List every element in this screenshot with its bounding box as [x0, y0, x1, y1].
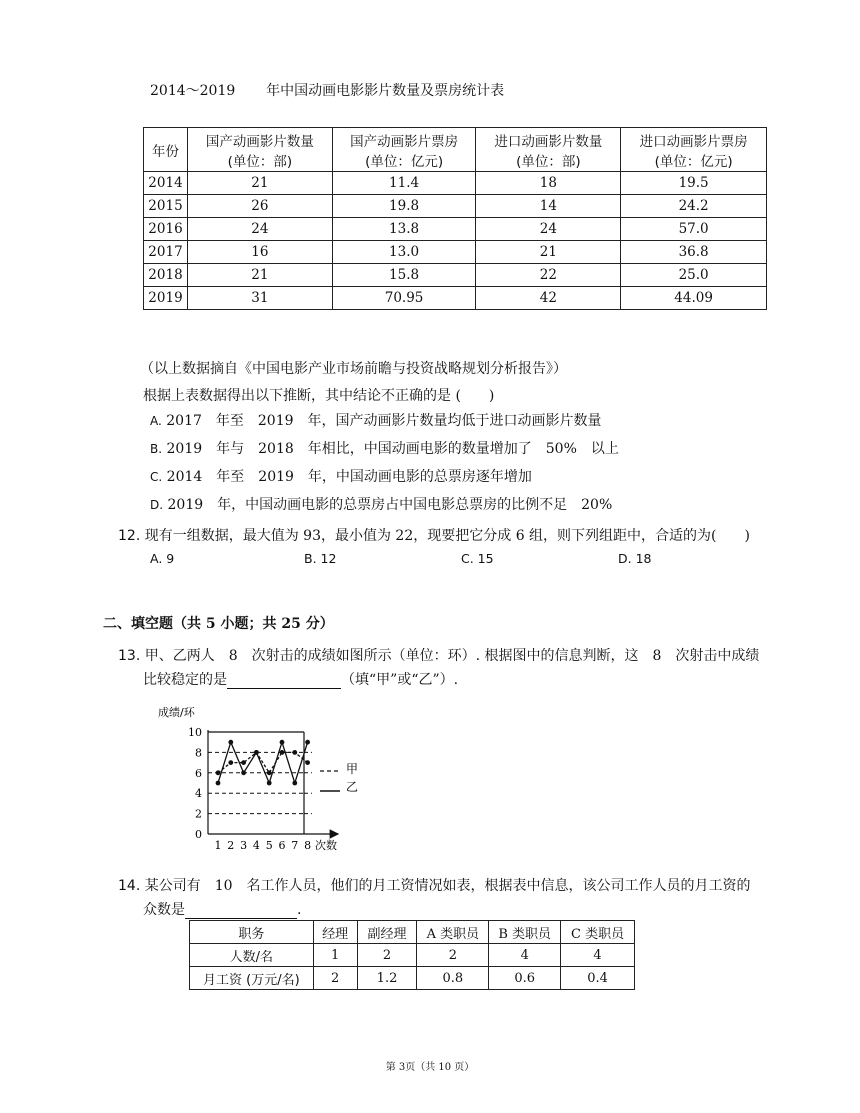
table-cell: 36.8: [621, 241, 767, 264]
table-row: [144, 218, 767, 241]
option-letter: D.: [150, 498, 164, 512]
table-cell: 22: [476, 264, 621, 287]
y-tick-label: 8: [195, 746, 202, 760]
table-cell: 57.0: [621, 218, 767, 241]
data-point: [228, 760, 233, 765]
table-row: [144, 172, 767, 195]
table-cell: 24.2: [621, 195, 767, 218]
y-tick-label: 2: [195, 807, 202, 821]
table-cell: 13.8: [332, 218, 476, 241]
table-cell: 2016: [144, 218, 188, 241]
option-text: 2017 年至 2019 年，国产动画影片数量均低于进口动画影片数量: [166, 413, 602, 429]
option-letter: A.: [150, 414, 162, 428]
table-cell: 19.5: [621, 172, 767, 195]
data-point: [241, 770, 246, 775]
q12-option-c[interactable]: C. 15: [461, 551, 494, 566]
salary-pay-row: [190, 967, 635, 990]
table-cell: 2018: [144, 264, 188, 287]
table-cell: 人数/名: [190, 944, 314, 967]
table-cell: 70.95: [332, 287, 476, 310]
header-import-count-l1: 进口动画影片数量: [494, 133, 603, 150]
header-import-boxoffice: [621, 128, 767, 172]
q14-text-post: .: [297, 902, 302, 918]
q14-number: 14.: [118, 878, 141, 894]
table-cell: 2015: [144, 195, 188, 218]
q13-line2: [143, 669, 458, 689]
table-cell: C 类职员: [561, 921, 635, 944]
header-domestic-boxoffice: [332, 128, 476, 172]
q14-text: 某公司有 10 名工作人员，他们的月工资情况如表，根据表中信息，该公司工作人员的月工资的: [144, 878, 751, 894]
table-cell: 14: [476, 195, 621, 218]
x-axis-label: 次数: [315, 839, 337, 852]
data-point: [305, 760, 310, 765]
table-title: [150, 80, 504, 100]
q11-option-a[interactable]: [150, 410, 602, 430]
q13-text: 甲、乙两人 8 次射击的成绩如图所示（单位：环）. 根据图中的信息判断，这 8 次射击中成绩: [144, 648, 760, 664]
table-cell: 经理: [313, 921, 357, 944]
q11-option-c[interactable]: [150, 466, 532, 486]
table-cell: 月工资 (万元/名): [190, 967, 314, 990]
data-point: [305, 740, 310, 745]
table-cell: 2019: [144, 287, 188, 310]
table-cell: A 类职员: [417, 921, 489, 944]
header-domestic-count-l1: 国产动画影片数量: [205, 133, 314, 150]
table-cell: 2: [357, 944, 417, 967]
table-cell: 21: [187, 264, 332, 287]
table-cell: 0.4: [561, 967, 635, 990]
q12-option-a[interactable]: A. 9: [150, 551, 175, 566]
table-cell: 1.2: [357, 967, 417, 990]
data-point: [280, 740, 285, 745]
section-heading: 二、填空题（共 5 小题；共 25 分）: [103, 616, 334, 632]
q12-option-b[interactable]: B. 12: [304, 551, 337, 566]
q11-option-b[interactable]: [150, 438, 619, 458]
table-cell: 24: [476, 218, 621, 241]
table-cell: B 类职员: [489, 921, 561, 944]
data-point: [292, 781, 297, 786]
table-title-text: 年中国动画电影影片数量及票房统计表: [266, 83, 505, 99]
salary-table: [189, 920, 635, 990]
q11-option-d[interactable]: [150, 494, 612, 514]
table-cell: 18: [476, 172, 621, 195]
table-cell: 11.4: [332, 172, 476, 195]
header-domestic-boxoffice-l2: (单位：亿元): [365, 153, 444, 170]
table-cell: 15.8: [332, 264, 476, 287]
option-text: 2014 年至 2019 年，中国动画电影的总票房逐年增加: [166, 469, 532, 485]
option-text: 2019 年与 2018 年相比，中国动画电影的数量增加了 50% 以上: [166, 441, 619, 457]
y-tick-label: 0: [195, 828, 202, 841]
q12-text: 现有一组数据，最大值为 93，最小值为 22，现要把它分成 6 组，则下列组距中，合适的为( ): [144, 528, 750, 544]
table-title-year: 2014～2019: [150, 83, 236, 99]
table-cell: 19.8: [332, 195, 476, 218]
table-cell: 2: [313, 967, 357, 990]
q14-line2: [143, 899, 301, 919]
option-letter: B.: [150, 442, 163, 456]
table-cell: 0.8: [417, 967, 489, 990]
x-tick-label: 3: [240, 839, 248, 852]
table-cell: 2017: [144, 241, 188, 264]
table-cell: 42: [476, 287, 621, 310]
header-import-boxoffice-l2: (单位：亿元): [654, 153, 733, 170]
table-cell: 16: [187, 241, 332, 264]
salary-count-row: [190, 944, 635, 967]
q12-number: 12.: [118, 528, 141, 544]
table-cell: 25.0: [621, 264, 767, 287]
data-point: [241, 760, 246, 765]
x-tick-label: 7: [291, 839, 299, 852]
table-cell: 31: [187, 287, 332, 310]
table-cell: 21: [476, 241, 621, 264]
shooting-scores-chart: [148, 700, 378, 855]
salary-header-row: [190, 921, 635, 944]
header-domestic-boxoffice-l1: 国产动画影片票房: [350, 133, 459, 150]
table-row: [144, 287, 767, 310]
table-row: [144, 241, 767, 264]
header-year: 年份: [144, 128, 188, 172]
x-tick-label: 8: [304, 839, 312, 852]
x-tick-label: 6: [278, 839, 286, 852]
table-cell: 2014: [144, 172, 188, 195]
table-cell: 职务: [190, 921, 314, 944]
q14-stem: [118, 875, 751, 895]
x-tick-label: 2: [227, 839, 235, 852]
x-tick-label: 1: [214, 839, 222, 852]
table-cell: 副经理: [357, 921, 417, 944]
y-tick-label: 4: [195, 787, 202, 801]
q13-text-post: （填“甲”或“乙”）.: [341, 672, 459, 688]
header-domestic-count: [187, 128, 332, 172]
data-point: [228, 740, 233, 745]
data-point: [254, 750, 259, 755]
q12-stem: [118, 525, 750, 545]
data-point: [216, 781, 221, 786]
header-domestic-count-l2: (单位：部): [227, 153, 293, 170]
header-import-count-l2: (单位：部): [516, 153, 581, 170]
y-tick-label: 10: [188, 726, 202, 739]
table-cell: 44.09: [621, 287, 767, 310]
data-point: [267, 770, 272, 775]
table-cell: 26: [187, 195, 332, 218]
data-point: [216, 770, 221, 775]
data-point: [267, 781, 272, 786]
data-point: [280, 750, 285, 755]
table-cell: 1: [313, 944, 357, 967]
data-point: [292, 750, 297, 755]
answer-blank[interactable]: [227, 673, 341, 689]
legend-label-jia: 甲: [346, 762, 359, 776]
table-row: [144, 264, 767, 287]
q14-text-pre: 众数是: [143, 902, 185, 918]
x-tick-label: 4: [252, 839, 260, 852]
option-letter: C.: [150, 470, 163, 484]
q13-stem: [118, 645, 759, 665]
y-tick-label: 6: [195, 766, 202, 780]
answer-blank[interactable]: [185, 903, 297, 919]
page-footer: 第 3页（共 10 页）: [385, 1062, 475, 1073]
q11-stem: 根据上表数据得出以下推断，其中结论不正确的是 ( ): [143, 388, 495, 404]
legend-label-yi: 乙: [346, 780, 359, 794]
header-import-boxoffice-l1: 进口动画影片票房: [639, 133, 748, 150]
x-tick-label: 5: [265, 839, 273, 852]
header-import-count: [476, 128, 621, 172]
table-cell: 4: [561, 944, 635, 967]
table-cell: 4: [489, 944, 561, 967]
table-cell: 24: [187, 218, 332, 241]
table-header-row: [144, 128, 767, 172]
table-cell: 0.6: [489, 967, 561, 990]
option-text: 2019 年，中国动画电影的总票房占中国电影总票房的比例不足 20%: [167, 497, 613, 513]
q12-option-d[interactable]: D. 18: [618, 551, 652, 566]
y-axis-label: 成绩/环: [158, 706, 195, 719]
q13-text-pre: 比较稳定的是: [143, 672, 227, 688]
q13-number: 13.: [118, 648, 141, 664]
data-source-note: （以上数据摘自《中国电影产业市场前瞻与投资战略规划分析报告》）: [140, 361, 567, 377]
table-cell: 2: [417, 944, 489, 967]
table-cell: 13.0: [332, 241, 476, 264]
film-stats-table: [143, 127, 767, 310]
table-cell: 21: [187, 172, 332, 195]
table-row: [144, 195, 767, 218]
